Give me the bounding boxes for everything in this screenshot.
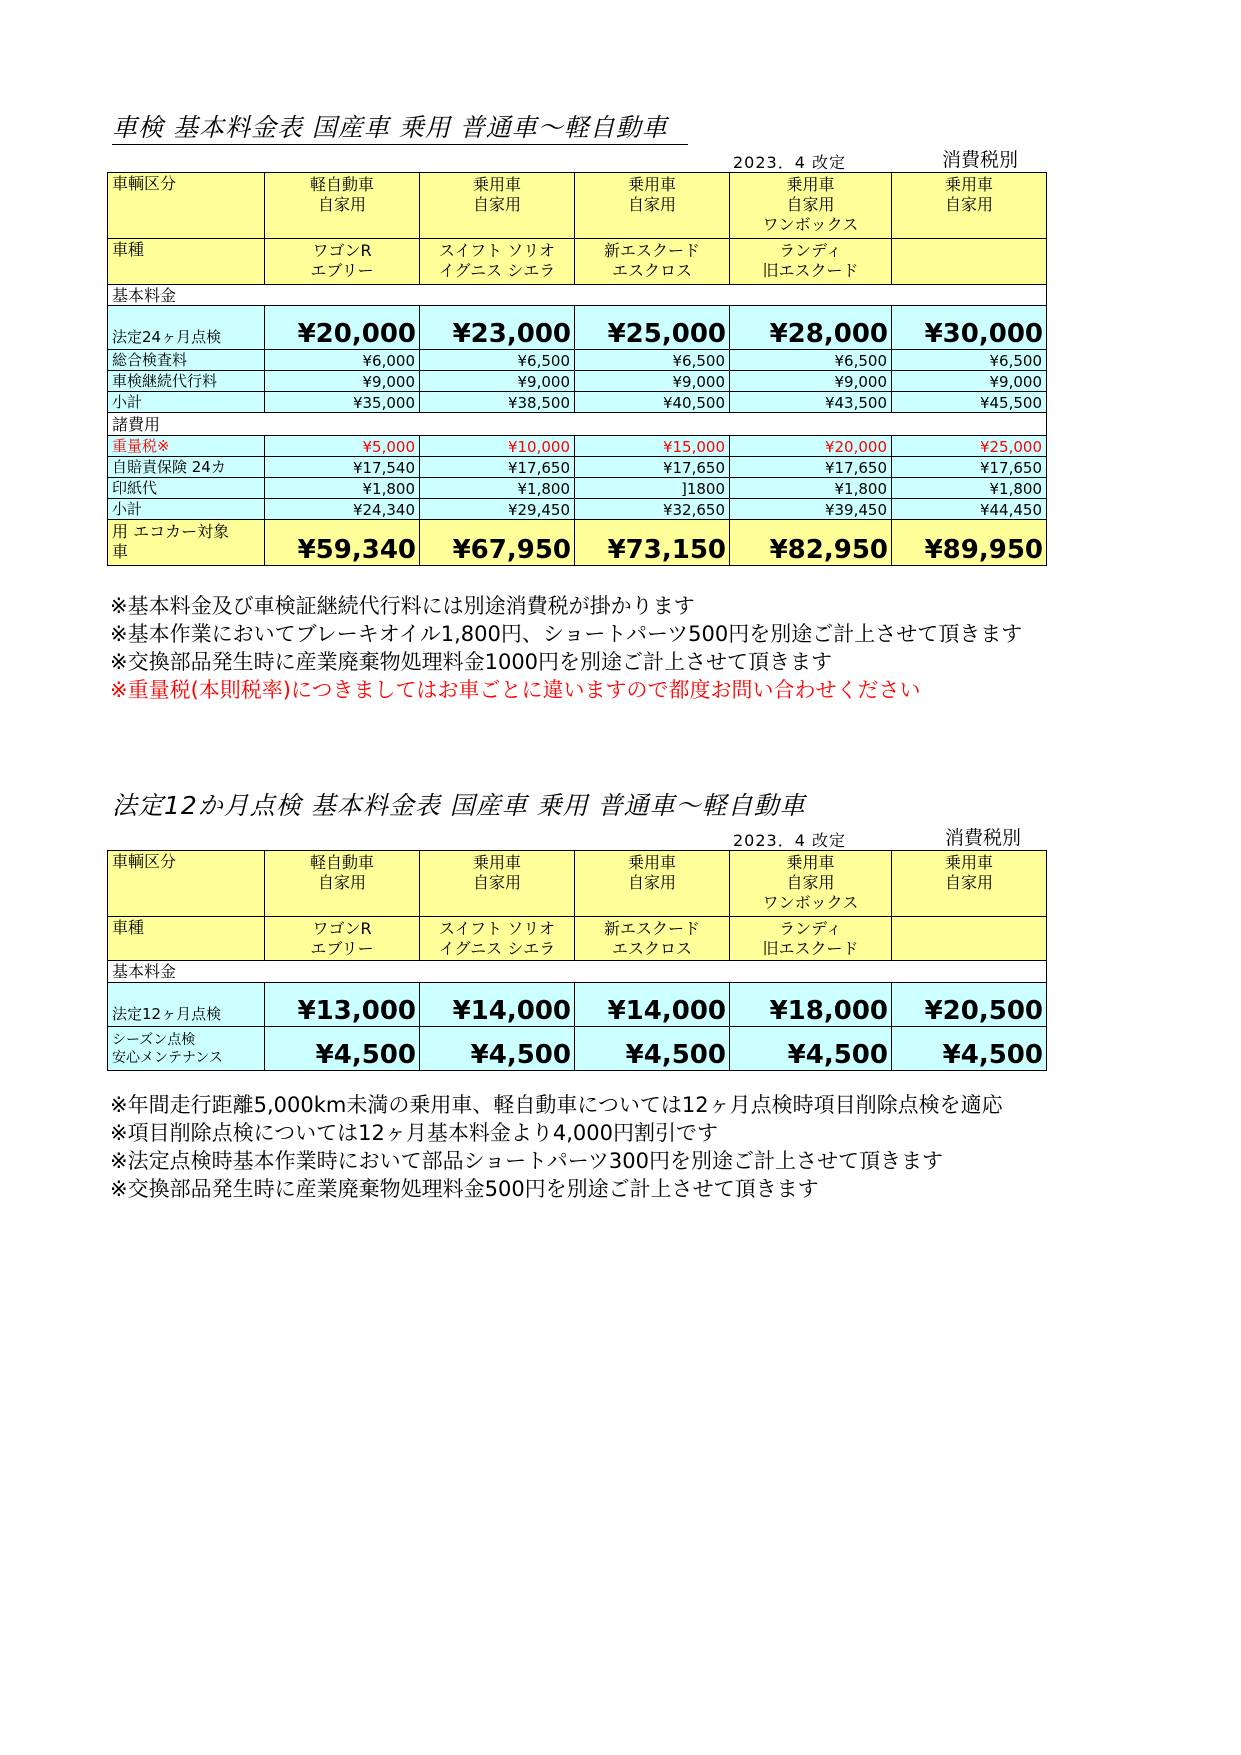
vehicle-class-cell: 乗用車 自家用 xyxy=(575,173,730,239)
stamp-fee-value: ¥1,800 xyxy=(892,478,1047,499)
weight-tax-warning: ※重量税(本則税率)につきましてはお車ごとに違いますので都度お問い合わせください xyxy=(110,678,921,702)
inspection-price: ¥14,000 xyxy=(575,983,730,1027)
inspection-price: ¥28,000 xyxy=(730,306,892,350)
model-cell: 新エスクード エスクロス xyxy=(575,917,730,961)
subtotal1-value: ¥40,500 xyxy=(575,392,730,413)
agency-fee-value: ¥9,000 xyxy=(575,371,730,392)
total-price: ¥73,150 xyxy=(575,520,730,566)
season-check-price: ¥4,500 xyxy=(730,1027,892,1071)
model-label: 車種 xyxy=(108,917,265,961)
model-cell: 新エスクード エスクロス xyxy=(575,239,730,285)
eco-car-total-label: 用 エコカー対象 車 xyxy=(108,520,265,566)
season-check-price: ¥4,500 xyxy=(420,1027,575,1071)
vehicle-class-cell: 乗用車 自家用 xyxy=(575,851,730,917)
total-inspection-value: ¥6,500 xyxy=(575,350,730,371)
stamp-fee-value: ¥1,800 xyxy=(420,478,575,499)
inspection-price: ¥25,000 xyxy=(575,306,730,350)
vehicle-class-cell: 乗用車 自家用 ワンボックス xyxy=(730,851,892,917)
subtotal1-value: ¥43,500 xyxy=(730,392,892,413)
weight-tax-value: ¥25,000 xyxy=(892,436,1047,457)
stamp-fee-label: 印紙代 xyxy=(108,478,265,499)
stamp-fee-value: ]1800 xyxy=(575,478,730,499)
model-cell xyxy=(892,917,1047,961)
vehicle-class-cell: 乗用車 自家用 xyxy=(420,173,575,239)
note-line: ※交換部品発生時に産業廃棄物処理料金500円を別途ご計上させて頂きます xyxy=(110,1177,819,1201)
subtotal2-value: ¥44,450 xyxy=(892,499,1047,520)
insurance-value: ¥17,650 xyxy=(575,457,730,478)
season-check-price: ¥4,500 xyxy=(265,1027,420,1071)
total-price: ¥59,340 xyxy=(265,520,420,566)
inspection-label: 法定12ヶ月点検 xyxy=(108,983,265,1027)
vehicle-class-label: 車輌区分 xyxy=(108,851,265,917)
model-cell: ランディ 旧エスクード xyxy=(730,917,892,961)
subtotal1-value: ¥45,500 xyxy=(892,392,1047,413)
misc-fees-heading: 諸費用 xyxy=(108,413,1047,436)
insurance-value: ¥17,540 xyxy=(265,457,420,478)
inspection-label: 法定24ヶ月点検 xyxy=(108,306,265,350)
model-cell: ランディ 旧エスクード xyxy=(730,239,892,285)
note-line: ※基本料金及び車検証継続代行料には別途消費税が掛かります xyxy=(110,594,695,618)
model-cell: スイフト ソリオ イグニス シエラ xyxy=(420,239,575,285)
insurance-value: ¥17,650 xyxy=(892,457,1047,478)
weight-tax-value: ¥15,000 xyxy=(575,436,730,457)
model-cell: ワゴンR エブリー xyxy=(265,239,420,285)
note-line: ※年間走行距離5,000km未満の乗用車、軽自動車については12ヶ月点検時項目削除点検を適応 xyxy=(110,1093,1003,1117)
section2-tax-note: 消費税別 xyxy=(945,827,1022,849)
total-inspection-value: ¥6,000 xyxy=(265,350,420,371)
vehicle-class-cell: 乗用車 自家用 xyxy=(892,173,1047,239)
agency-fee-value: ¥9,000 xyxy=(420,371,575,392)
inspection-price: ¥13,000 xyxy=(265,983,420,1027)
vehicle-class-cell: 乗用車 自家用 xyxy=(892,851,1047,917)
section2-title: 法定12か月点検 基本料金表 国産車 乗用 普通車～軽自動車 xyxy=(112,791,806,820)
agency-fee-value: ¥9,000 xyxy=(892,371,1047,392)
season-check-price: ¥4,500 xyxy=(575,1027,730,1071)
note-line: ※法定点検時基本作業時において部品ショートパーツ300円を別途ご計上させて頂きます xyxy=(110,1149,943,1173)
weight-tax-value: ¥10,000 xyxy=(420,436,575,457)
stamp-fee-value: ¥1,800 xyxy=(265,478,420,499)
season-check-price: ¥4,500 xyxy=(892,1027,1047,1071)
subtotal1-label: 小計 xyxy=(108,392,265,413)
subtotal1-value: ¥38,500 xyxy=(420,392,575,413)
subtotal1-value: ¥35,000 xyxy=(265,392,420,413)
stamp-fee-value: ¥1,800 xyxy=(730,478,892,499)
insurance-value: ¥17,650 xyxy=(420,457,575,478)
model-cell: ワゴンR エブリー xyxy=(265,917,420,961)
inspection-price: ¥18,000 xyxy=(730,983,892,1027)
agency-fee-value: ¥9,000 xyxy=(265,371,420,392)
total-price: ¥89,950 xyxy=(892,520,1047,566)
vehicle-class-label: 車輌区分 xyxy=(108,173,265,239)
inspection-price: ¥23,000 xyxy=(420,306,575,350)
season-check-label: シーズン点検 安心メンテナンス xyxy=(108,1027,265,1071)
subtotal2-label: 小計 xyxy=(108,499,265,520)
vehicle-class-cell: 乗用車 自家用 xyxy=(420,851,575,917)
weight-tax-label: 重量税※ xyxy=(108,436,265,457)
inspection-price: ¥20,000 xyxy=(265,306,420,350)
section1-table xyxy=(107,172,1047,566)
subtotal2-value: ¥29,450 xyxy=(420,499,575,520)
total-inspection-value: ¥6,500 xyxy=(892,350,1047,371)
model-cell xyxy=(892,239,1047,285)
section1-tax-note: 消費税別 xyxy=(942,149,1019,171)
subtotal2-value: ¥32,650 xyxy=(575,499,730,520)
model-cell: スイフト ソリオ イグニス シエラ xyxy=(420,917,575,961)
inspection-price: ¥14,000 xyxy=(420,983,575,1027)
insurance-label: 自賠責保険 24カ xyxy=(108,457,265,478)
section1-notes xyxy=(110,592,1022,704)
inspection-price: ¥30,000 xyxy=(892,306,1047,350)
section2-table xyxy=(107,850,1047,1071)
subtotal2-value: ¥39,450 xyxy=(730,499,892,520)
section2-notes xyxy=(110,1091,1150,1203)
weight-tax-value: ¥5,000 xyxy=(265,436,420,457)
total-inspection-value: ¥6,500 xyxy=(420,350,575,371)
note-line: ※基本作業においてブレーキオイル1,800円、ショートパーツ500円を別途ご計上させて頂きます xyxy=(110,622,1023,646)
section1-title: 車検 基本料金表 国産車 乗用 普通車～軽自動車 xyxy=(112,108,688,145)
model-label: 車種 xyxy=(108,239,265,285)
basic-fee-heading: 基本料金 xyxy=(108,285,1047,306)
vehicle-class-cell: 軽自動車 自家用 xyxy=(265,173,420,239)
total-inspection-value: ¥6,500 xyxy=(730,350,892,371)
inspection-price: ¥20,500 xyxy=(892,983,1047,1027)
total-price: ¥82,950 xyxy=(730,520,892,566)
subtotal2-value: ¥24,340 xyxy=(265,499,420,520)
basic-fee-heading: 基本料金 xyxy=(108,961,1047,983)
vehicle-class-cell: 軽自動車 自家用 xyxy=(265,851,420,917)
note-line: ※項目削除点検については12ヶ月基本料金より4,000円割引です xyxy=(110,1121,719,1145)
vehicle-class-cell: 乗用車 自家用 ワンボックス xyxy=(730,173,892,239)
section2-revision: 2023．4 改定 xyxy=(733,831,846,850)
weight-tax-value: ¥20,000 xyxy=(730,436,892,457)
section1-revision: 2023．4 改定 xyxy=(733,153,846,172)
agency-fee-label: 車検継続代行料 xyxy=(108,371,265,392)
insurance-value: ¥17,650 xyxy=(730,457,892,478)
total-price: ¥67,950 xyxy=(420,520,575,566)
agency-fee-value: ¥9,000 xyxy=(730,371,892,392)
total-inspection-label: 総合検査料 xyxy=(108,350,265,371)
note-line: ※交換部品発生時に産業廃棄物処理料金1000円を別途ご計上させて頂きます xyxy=(110,650,833,674)
